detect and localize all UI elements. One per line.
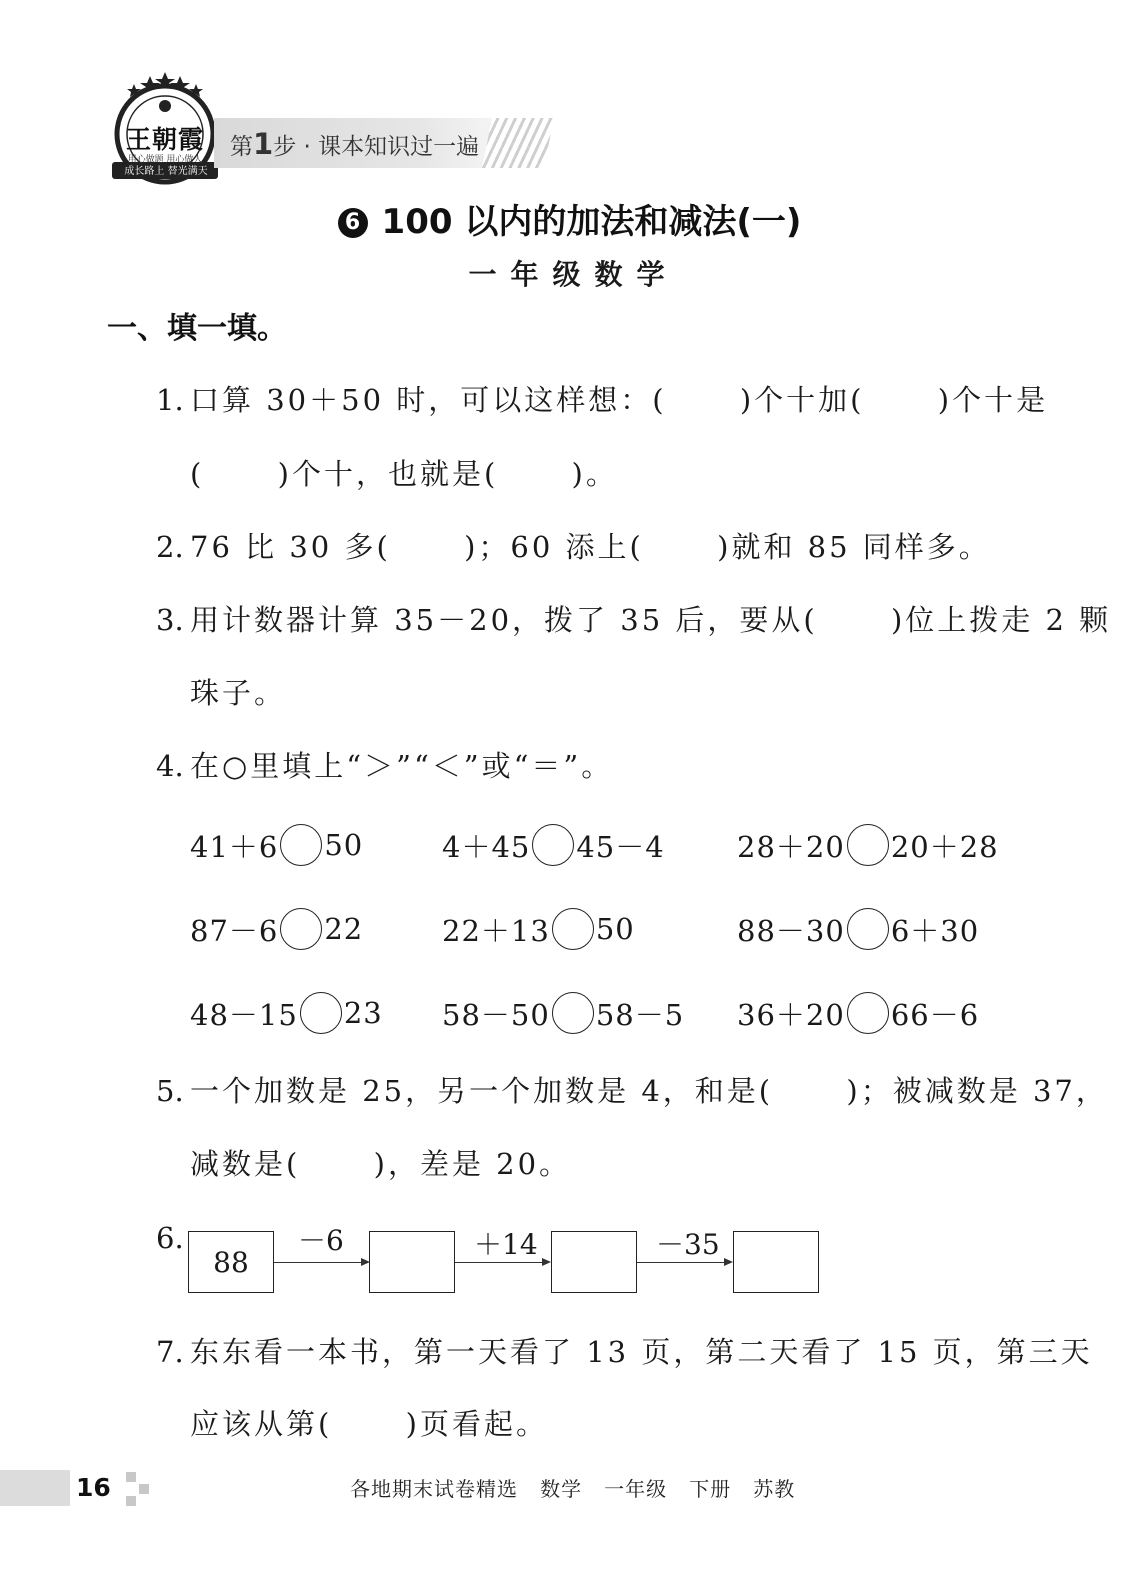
compare-right: 6＋30 [890,913,980,948]
compare-item [190,990,383,1036]
answer-circle[interactable] [280,824,322,866]
question-2 [156,527,991,567]
compare-right: 50 [324,828,364,862]
step-suffix: 步 · 课本知识过一遍 [273,134,480,160]
footer-decor-square [126,1496,136,1506]
page-title-text: 100 以内的加法和减法(一) [381,202,802,242]
question-text: 口算 30＋50 时，可以这样想：( )个十加( )个十是 [190,383,1049,417]
question-number: 7. [156,1335,184,1369]
question-5-continued: 减数是( )，差是 20。 [190,1147,572,1181]
answer-circle[interactable] [280,908,322,950]
question-3-continued: 珠子。 [190,676,287,710]
step-prefix: 第 [230,134,253,160]
logo-brand-text: 王朝霞 [125,125,204,154]
question-text: 在○里填上“＞”“＜”或“＝”。 [190,749,614,783]
chain-answer-box-1[interactable] [369,1231,455,1293]
section-heading: 一、填一填。 [107,311,287,346]
page-title [0,196,1139,248]
compare-item [190,822,363,868]
question-number: 5. [156,1074,184,1108]
answer-circle[interactable] [847,908,889,950]
compare-left: 58－50 [442,997,550,1032]
question-number: 2. [156,530,184,564]
compare-left: 48－15 [190,997,298,1032]
compare-right: 45－4 [576,829,665,864]
chapter-badge: 6 [338,208,368,238]
step-number: 1 [253,127,274,161]
answer-circle[interactable] [532,824,574,866]
step-banner-stripes [482,118,554,168]
compare-left: 28＋20 [737,829,845,864]
compare-left: 41＋6 [190,829,279,864]
compare-left: 22＋13 [442,913,550,948]
answer-circle[interactable] [300,992,342,1034]
chain-start-box: 88 [188,1231,274,1293]
question-number: 3. [156,603,184,637]
question-number: 6. [156,1221,184,1255]
compare-left: 87－6 [190,913,279,948]
question-text: 一个加数是 25，另一个加数是 4，和是( )；被减数是 37， [190,1074,1108,1108]
footer-decor-square [126,1472,136,1482]
question-7 [156,1332,1093,1372]
compare-item [190,906,363,952]
compare-right: 58－5 [595,997,685,1032]
chain-answer-box-2[interactable] [551,1231,637,1293]
step-label [230,124,479,164]
compare-right: 23 [343,996,383,1030]
compare-left: 88－30 [737,913,845,948]
question-number: 1. [156,383,184,417]
footer-bar [0,1470,70,1506]
page-subtitle: 一年级数学 [468,258,679,291]
question-text: 东东看一本书，第一天看了 13 页，第二天看了 15 页，第三天 [190,1335,1093,1369]
chain-op-3: －35 [656,1228,720,1261]
chain-arrow-2 [455,1262,549,1263]
logo-small-text: 用心做题 用心做人 [127,155,203,165]
chain-op-1: －6 [298,1224,344,1257]
compare-right: 20＋28 [890,829,999,864]
footer-decor-square [139,1484,149,1494]
question-3 [156,600,1111,640]
question-7-continued: 应该从第( )页看起。 [190,1407,548,1441]
compare-left: 36＋20 [737,997,845,1032]
question-4 [156,746,613,786]
answer-circle[interactable] [847,992,889,1034]
question-text: 用计数器计算 35－20，拨了 35 后，要从( )位上拨走 2 颗 [190,603,1112,637]
compare-item [737,822,999,868]
chain-arrow-1 [274,1262,368,1263]
compare-right: 22 [324,912,364,946]
compare-item [442,822,665,868]
compare-item [442,906,635,952]
question-5 [156,1071,1108,1111]
chain-op-2: ＋14 [474,1228,538,1261]
answer-circle[interactable] [552,992,594,1034]
compare-right: 66－6 [890,997,980,1032]
compare-item [737,906,979,952]
answer-circle[interactable] [847,824,889,866]
compare-right: 50 [595,912,635,946]
footer-book-info: 各地期末试卷精选 数学 一年级 下册 苏教 [350,1477,796,1501]
question-text: 76 比 30 多( )；60 添上( )就和 85 同样多。 [190,530,991,564]
compare-left: 4＋45 [442,829,531,864]
logo-slogan: 成长路上 替光满天 [124,166,208,177]
compare-item [442,990,684,1036]
question-6 [156,1218,190,1258]
answer-circle[interactable] [552,908,594,950]
chain-answer-box-3[interactable] [733,1231,819,1293]
chain-arrow-3 [637,1262,731,1263]
question-1-continued: ( )个十，也就是( )。 [190,457,618,491]
page-number: 16 [76,1473,111,1502]
question-1 [156,380,1048,420]
question-number: 4. [156,749,184,783]
compare-item [737,990,979,1036]
